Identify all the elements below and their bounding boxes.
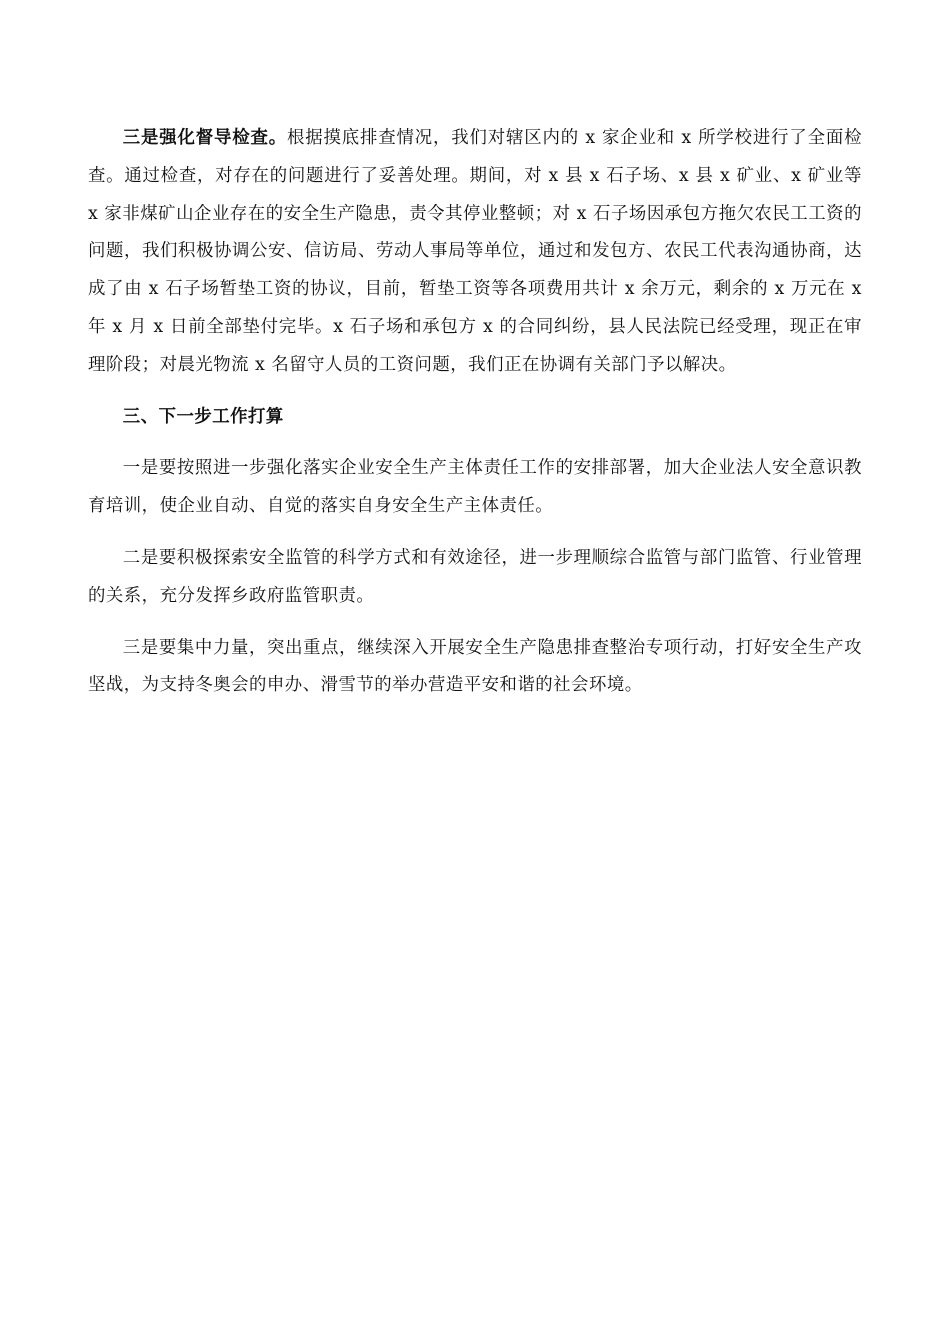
- paragraph-next-step-2: 二是要积极探索安全监管的科学方式和有效途径，进一步理顺综合监管与部门监管、行业管理的关系，充分发挥乡政府监管职责。: [88, 547, 862, 606]
- paragraph-next-step-1: 一是要按照进一步强化落实企业安全生产主体责任工作的安排部署，加大企业法人安全意识教育培训，使企业自动、自觉的落实自身安全生产主体责任。: [88, 458, 862, 517]
- paragraph-inspection: [88, 120, 862, 385]
- paragraph-next-step-3: 三是要集中力量，突出重点，继续深入开展安全生产隐患排查整治专项行动，打好安全生产攻坚战，为支持冬奥会的申办、滑雪节的举办营造平安和谐的社会环境。: [88, 637, 862, 696]
- paragraph-body: 根据摸底排查情况，我们对辖区内的 x 家企业和 x 所学校进行了全面检查。通过检查，对存在的问题进行了妥善处理。期间，对 x 县 x 石子场、x 县 x 矿业、x 矿业等 x 家非煤矿山企业存在的安全生产隐患，责令其停业整顿；对 x 石子场因承包方拖欠农民工工资的问题，我们积极协调公安、信访局、劳动人事局等单位，通过和发包方、农民工代表沟通协商，达成了由 x 石子场暂垫工资的协议，目前，暂垫工资等各项费用共计 x 余万元，剩余的 x 万元在 x 年 x 月 x 日前全部垫付完毕。x 石子场和承包方 x 的合同纠纷，县人民法院已经受理，现正在审理阶段；对晨光物流 x 名留守人员的工资问题，我们正在协调有关部门予以解决。: [88, 128, 862, 375]
- paragraph-lead: 三是强化督导检查。: [122, 128, 288, 148]
- document-page: [88, 120, 862, 705]
- section-heading: 三、下一步工作打算: [122, 406, 284, 427]
